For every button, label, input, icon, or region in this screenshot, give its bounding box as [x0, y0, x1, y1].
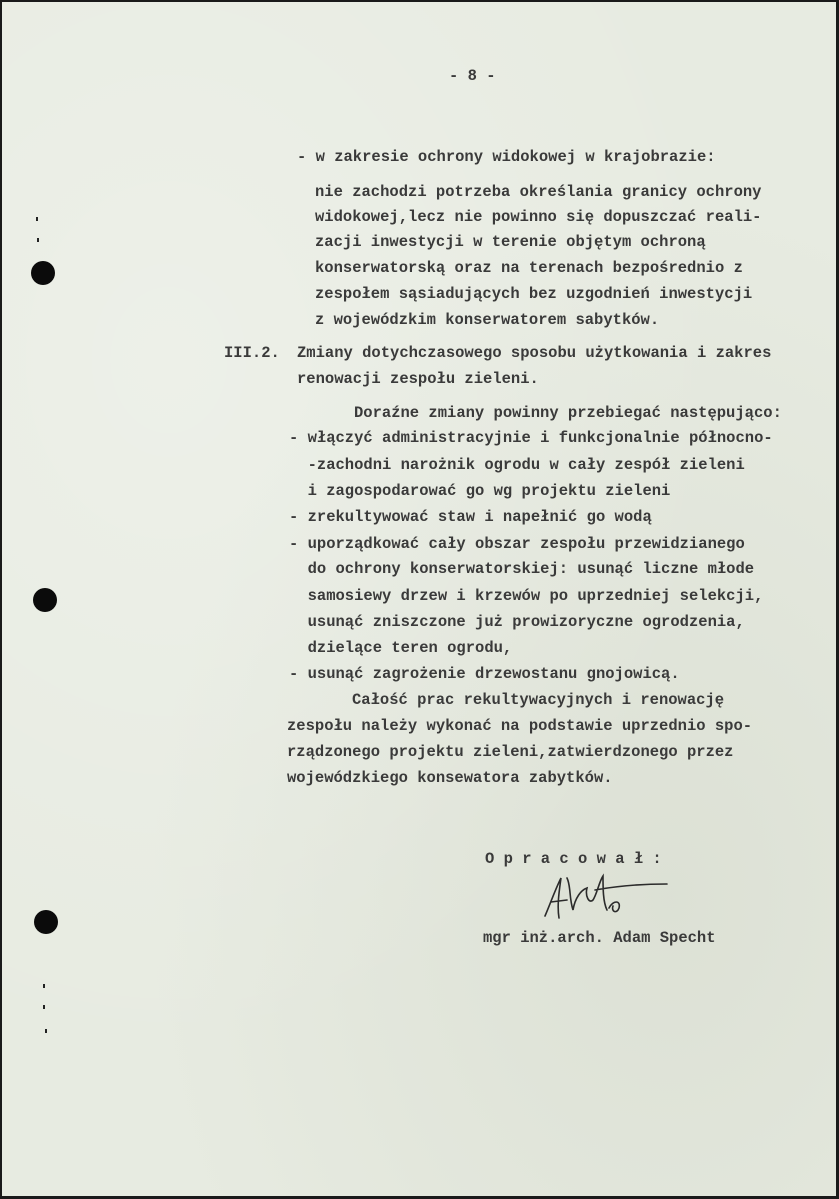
para3-line-2: zespołu należy wykonać na podstawie uprzednio spo- [287, 717, 753, 735]
para1-line-6: z wojewódzkim konserwatorem sabytków. [315, 311, 660, 329]
para1-line-5: zespołem sąsiadujących bez uzgodnień inwestycji [315, 285, 753, 303]
section-title-line-2: renowacji zespołu zieleni. [297, 370, 539, 388]
list-line-2: -zachodni narożnik ogrodu w cały zespół zieleni [289, 456, 745, 474]
page-number: - 8 - [449, 67, 496, 85]
list-line-6: do ochrony konserwatorskiej: usunąć liczne młode [289, 560, 755, 578]
punch-hole [31, 261, 55, 285]
para3-line-1: Całość prac rekultywacyjnych i renowację [352, 691, 725, 709]
list-line-9: dzielące teren ogrodu, [289, 639, 513, 657]
paper-speck [45, 1029, 47, 1033]
para2-intro: Doraźne zmiany powinny przebiegać następująco: [354, 404, 782, 422]
para1-line-1: nie zachodzi potrzeba określania granicy ochrony [315, 183, 762, 201]
list-line-7: samosiewy drzew i krzewów po uprzedniej selekcji, [289, 587, 764, 605]
punch-hole [33, 588, 57, 612]
document-page [2, 2, 836, 1196]
section-title-line-1: Zmiany dotychczasowego sposobu użytkowania i zakres [297, 344, 772, 362]
list-line-10: - usunąć zagrożenie drzewostanu gnojowicą. [289, 665, 680, 683]
signature-label: O p r a c o w a ł : [485, 850, 662, 868]
paper-speck [43, 1005, 45, 1009]
para1-line-3: zacji inwestycji w terenie objętym ochroną [315, 233, 706, 251]
paper-speck [43, 984, 45, 988]
list-line-4: - zrekultywować staw i napełnić go wodą [289, 508, 652, 526]
paper-speck [37, 238, 39, 242]
paper-speck [36, 217, 38, 221]
para1-line-4: konserwatorską oraz na terenach bezpośrednio z [315, 259, 743, 277]
list-line-8: usunąć zniszczone już prowizoryczne ogrodzenia, [289, 613, 745, 631]
list-line-5: - uporządkować cały obszar zespołu przewidzianego [289, 535, 745, 553]
section-number: III.2. [224, 344, 280, 362]
handwritten-signature [537, 868, 672, 928]
para3-line-4: wojewódzkiego konsewatora zabytków. [287, 769, 613, 787]
section-intro: - w zakresie ochrony widokowej w krajobrazie: [297, 148, 716, 166]
list-line-1: - włączyć administracyjnie i funkcjonalnie północno- [289, 429, 773, 447]
para3-line-3: rządzonego projektu zieleni,zatwierdzonego przez [287, 743, 734, 761]
signature-name: mgr inż.arch. Adam Specht [483, 929, 716, 947]
list-line-3: i zagospodarować go wg projektu zieleni [289, 482, 671, 500]
para1-line-2: widokowej,lecz nie powinno się dopuszczać reali- [315, 208, 762, 226]
punch-hole [34, 910, 58, 934]
